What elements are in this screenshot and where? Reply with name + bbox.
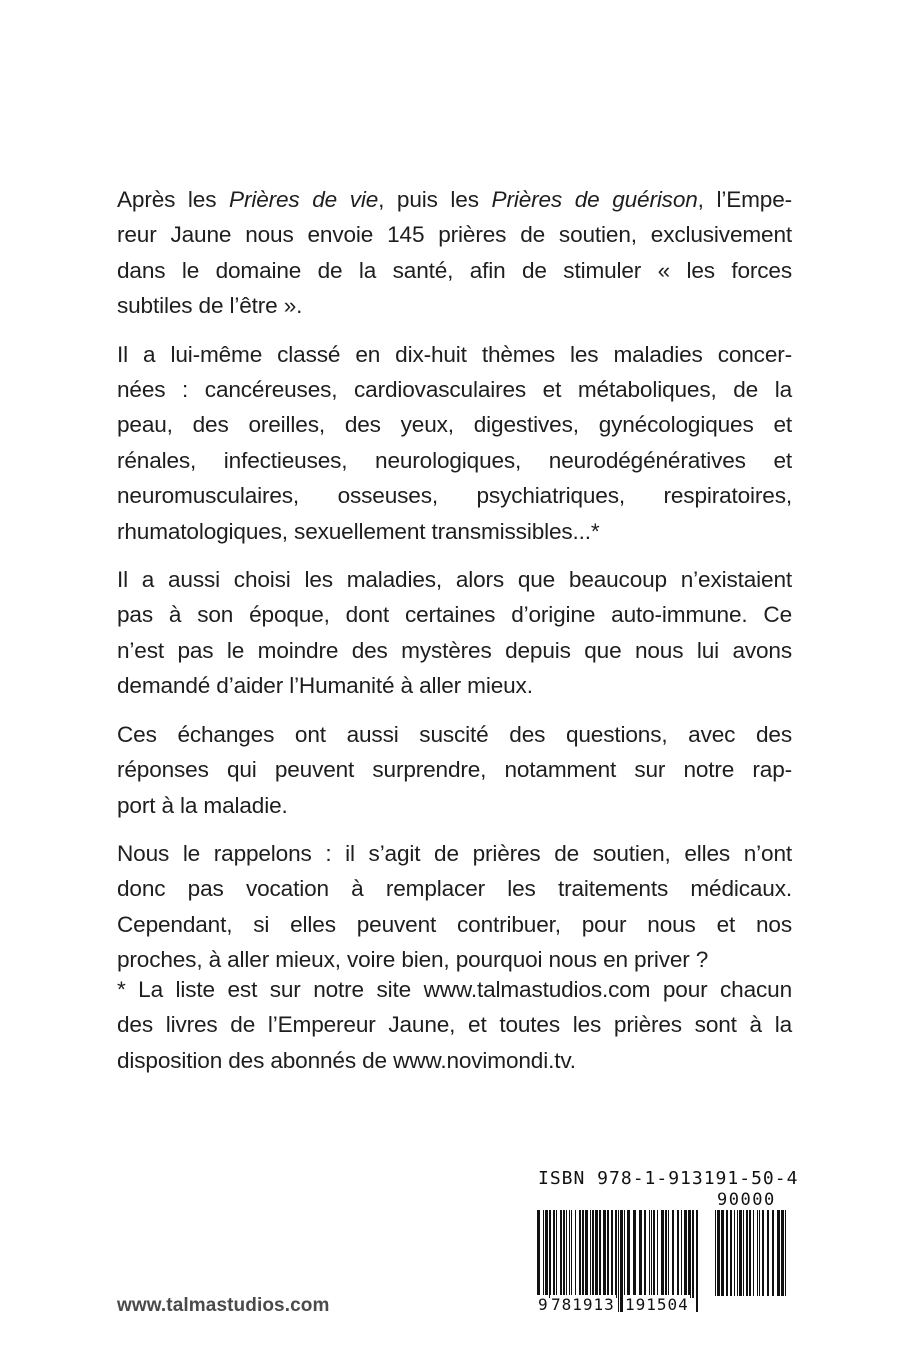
text-segment: Il a lui-même classé en dix-huit thèmes les maladies concer- xyxy=(117,341,792,367)
barcode-bar xyxy=(785,1210,786,1296)
text-segment: rénales, infectieuses, neurologiques, neurodégénératives et xyxy=(117,447,792,473)
text-line xyxy=(117,478,792,513)
barcode-bar xyxy=(737,1210,738,1296)
barcode-bar xyxy=(607,1210,609,1298)
barcode-bar xyxy=(582,1210,584,1298)
barcode-bar xyxy=(762,1210,764,1296)
barcode-bar xyxy=(657,1210,658,1298)
paragraph xyxy=(117,836,792,978)
text-segment: , puis les xyxy=(378,187,492,212)
barcode-digits-left: 781913 xyxy=(551,1295,615,1314)
text-segment: nées : cancéreuses, cardiovasculaires et métaboliques, de la xyxy=(117,377,792,403)
barcode-bar xyxy=(749,1210,751,1296)
barcode-bar xyxy=(599,1210,601,1298)
barcode-bar xyxy=(566,1210,567,1298)
italic-title: Prières de guérison xyxy=(491,187,698,212)
text-segment: Nous le rappelons : il s’agit de prières de soutien, elles n’ont xyxy=(117,840,792,866)
text-line xyxy=(117,633,792,668)
barcode-bar xyxy=(571,1210,572,1298)
barcode-bar xyxy=(653,1210,655,1298)
barcode-bar xyxy=(639,1210,642,1298)
paragraph xyxy=(117,562,792,704)
text-line xyxy=(117,907,792,942)
barcode-bar xyxy=(590,1210,591,1298)
text-line xyxy=(117,288,792,323)
barcode-bar xyxy=(772,1210,774,1296)
barcode-bar xyxy=(553,1210,555,1298)
text-segment: Ces échanges ont aussi suscité des questions, avec des xyxy=(117,721,792,747)
barcode-bar xyxy=(618,1210,619,1312)
text-line xyxy=(117,514,792,549)
barcode-bar xyxy=(549,1210,551,1298)
barcode-bar xyxy=(649,1210,650,1298)
text-line xyxy=(117,871,792,906)
barcode-bar xyxy=(624,1210,625,1298)
text-segment: proches, à aller mieux, voire bien, pourquoi nous en priver ? xyxy=(117,947,709,973)
text-line xyxy=(117,597,792,632)
barcode-digit-first: 9 xyxy=(538,1295,548,1314)
footnote xyxy=(117,972,792,1078)
barcode-bar xyxy=(633,1210,636,1298)
text-line xyxy=(117,253,792,288)
barcode-bar xyxy=(739,1210,742,1296)
footnote-line: des livres de l’Empereur Jaune, et toutes les prières sont à la xyxy=(117,1012,792,1038)
barcode-bar xyxy=(743,1210,744,1296)
text-segment: demandé d’aider l’Humanité à aller mieux. xyxy=(117,673,533,699)
text-segment: Cependant, si elles peuvent contribuer, pour nous et nos xyxy=(117,911,792,937)
isbn-label: ISBN 978-1-913191-50-4 xyxy=(538,1168,799,1189)
text-segment: Après les xyxy=(117,187,230,212)
barcode-bar xyxy=(592,1210,594,1298)
text-line xyxy=(117,562,792,597)
barcode-bar xyxy=(603,1210,606,1298)
barcode-bar xyxy=(560,1210,562,1298)
text-segment: reur Jaune nous envoie 145 prières de soutien, exclusivement xyxy=(117,222,792,248)
barcode-bar xyxy=(563,1210,565,1298)
barcode-bar xyxy=(668,1210,669,1298)
barcode-bar xyxy=(585,1210,588,1298)
text-segment: port à la maladie. xyxy=(117,792,288,818)
barcode-bar xyxy=(726,1210,728,1296)
barcode-bar xyxy=(688,1210,691,1298)
text-line xyxy=(117,443,792,478)
barcode-bar xyxy=(715,1210,716,1296)
barcode-bar xyxy=(717,1210,720,1296)
barcode-bar xyxy=(665,1210,667,1298)
text-segment: , l’Empe- xyxy=(697,187,792,212)
barcode-addon-icon xyxy=(715,1210,789,1310)
text-segment: donc pas vocation à remplacer les traitements médicaux. xyxy=(117,876,792,902)
barcode-bar xyxy=(611,1210,613,1298)
text-segment: dans le domaine de la santé, afin de stimuler « les forces xyxy=(117,257,792,283)
barcode-bar xyxy=(575,1210,576,1298)
publisher-website: www.talmastudios.com xyxy=(117,1295,330,1316)
barcode-bar xyxy=(556,1210,557,1298)
barcode-bar xyxy=(545,1210,548,1298)
text-line xyxy=(117,372,792,407)
barcode-bar xyxy=(672,1210,674,1298)
barcode-bar xyxy=(757,1210,758,1296)
text-line xyxy=(117,407,792,442)
barcode-bar xyxy=(579,1210,581,1298)
text-line xyxy=(117,752,792,787)
barcode-bar xyxy=(644,1210,646,1298)
text-segment: rhumatologiques, sexuellement transmissibles...* xyxy=(117,518,600,544)
paragraph xyxy=(117,337,792,549)
text-line xyxy=(117,836,792,871)
text-line xyxy=(117,337,792,372)
barcode-bar xyxy=(684,1210,687,1298)
barcode-bar xyxy=(759,1210,760,1296)
barcode-bar xyxy=(661,1210,664,1298)
text-line xyxy=(117,788,792,823)
barcode-bar xyxy=(677,1210,679,1298)
barcode-bar xyxy=(746,1210,748,1296)
barcode-bar xyxy=(569,1210,570,1298)
barcode-bar xyxy=(767,1210,769,1296)
barcode-bar xyxy=(615,1210,617,1298)
paragraph xyxy=(117,717,792,823)
text-segment: peau, des oreilles, des yeux, digestives, gynécologiques et xyxy=(117,412,792,438)
text-segment: Il a aussi choisi les maladies, alors que beaucoup n’existaient xyxy=(117,567,792,593)
barcode-bar xyxy=(730,1210,732,1296)
barcode-bar xyxy=(681,1210,682,1298)
footnote-line: disposition des abonnés de www.novimondi.tv. xyxy=(117,1047,576,1073)
text-segment: réponses qui peuvent surprendre, notamment sur notre rap- xyxy=(117,757,792,783)
barcode-bar xyxy=(781,1210,784,1296)
footnote-line: * La liste est sur notre site www.talmastudios.com pour chacun xyxy=(117,977,792,1002)
text-segment: subtiles de l’être ». xyxy=(117,293,303,319)
back-cover-text xyxy=(117,182,792,991)
barcode-bar xyxy=(753,1210,754,1296)
paragraph xyxy=(117,182,792,324)
barcode-bar xyxy=(620,1210,623,1312)
text-segment: neuromusculaires, osseuses, psychiatriques, respiratoires, xyxy=(117,483,792,509)
barcode-bar xyxy=(692,1210,694,1298)
text-segment: pas à son époque, dont certaines d’origine auto-immune. Ce xyxy=(117,602,792,628)
barcode-bar xyxy=(627,1210,630,1298)
barcode-addon-code: 90000 xyxy=(717,1190,776,1210)
barcode-bar xyxy=(696,1210,698,1312)
italic-title: Prières de vie xyxy=(229,187,379,212)
barcode-bar xyxy=(595,1210,598,1298)
barcode-bar xyxy=(734,1210,735,1296)
barcode-bar xyxy=(721,1210,724,1296)
text-line xyxy=(117,668,792,703)
text-line xyxy=(117,182,792,217)
barcode-bar xyxy=(651,1210,652,1298)
text-line xyxy=(117,217,792,252)
barcode-digits-right: 191504 xyxy=(625,1295,689,1314)
text-line xyxy=(117,717,792,752)
barcode-bar xyxy=(777,1210,780,1296)
text-segment: n’est pas le moindre des mystères depuis que nous lui avons xyxy=(117,637,792,663)
